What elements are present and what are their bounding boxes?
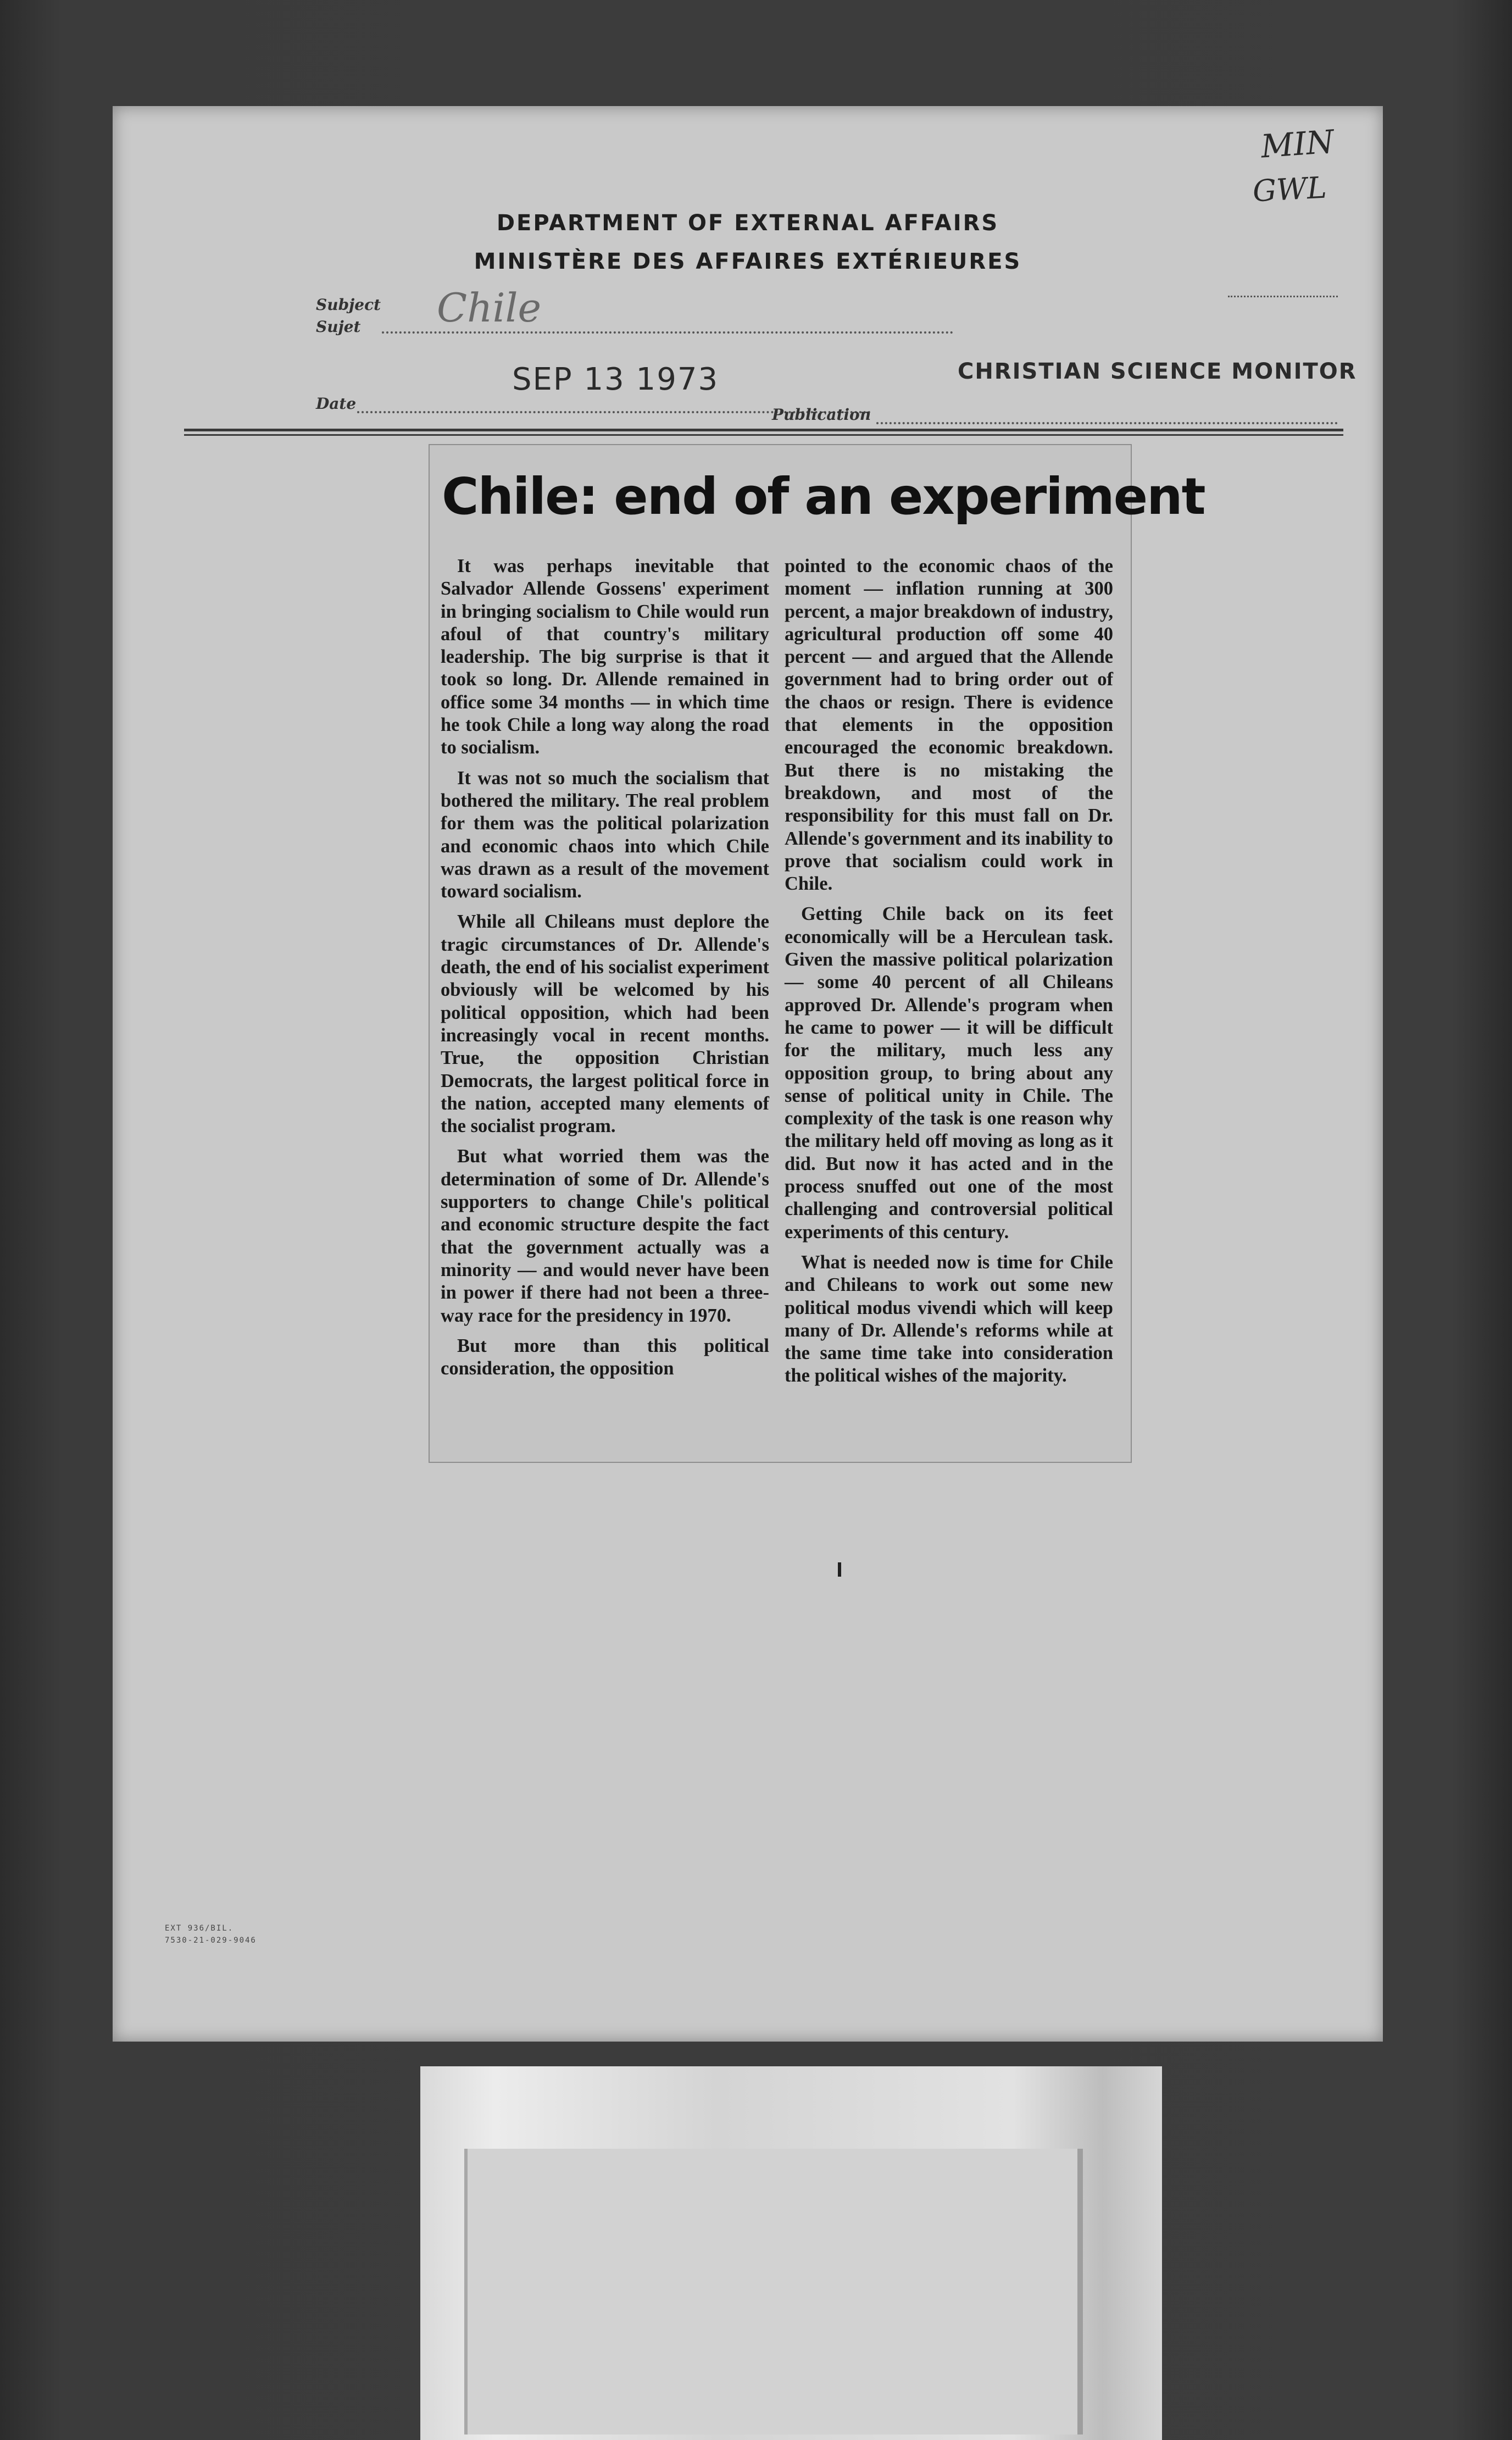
article-paragraph: But more than this political consideration, the opposition bbox=[441, 1335, 769, 1379]
handwritten-routing-note-2: GWL bbox=[1252, 170, 1328, 209]
article-paragraph: pointed to the economic chaos of the moment — inflation running at 300 percent, a major breakdown of industry, agricultural production off some 40 percent — and argued that the Allende government had to bring order out of the chaos or resign. There is evidence that elements in the opposition encouraged the economic breakdown. But there is no mistaking the breakdown, and most of the responsibility for this must fall on Dr. Allende's government and its inability to prove that socialism could work in Chile. bbox=[785, 556, 1113, 895]
publication-value: CHRISTIAN SCIENCE MONITOR bbox=[958, 359, 1357, 384]
department-header-fr: MINISTÈRE DES AFFAIRES EXTÉRIEURES bbox=[474, 249, 1022, 274]
subject-dotted-line bbox=[382, 331, 953, 334]
next-frame-card bbox=[420, 2066, 1162, 2440]
clipping-form-sheet bbox=[113, 106, 1383, 2042]
article-paragraph: Getting Chile back on its feet economically will be a Herculean task. Given the massive political polarization — some 40 percent of all Chileans approved Dr. Allende's program when he came to power — it will be difficult for the military, much less any opposition group, to bring about any sense of political unity in Chile. The complexity of the task is one reason why the military held off moving as long as it did. But now it has acted and in the process snuffed out one of the most challenging and controversial political experiments of this century. bbox=[785, 903, 1113, 1243]
article-paragraph: While all Chileans must deplore the tragic circumstances of Dr. Allende's death, the end of his socialist experiment obviously will be welcomed by his political opposition, which had been increasingly vocal in recent months. True, the opposition Christian Democrats, the largest political force in the nation, accepted many elements of the socialist program. bbox=[441, 911, 769, 1137]
form-code bbox=[165, 1922, 257, 1947]
date-label: Date bbox=[316, 395, 357, 413]
form-top-rule bbox=[184, 429, 1343, 431]
form-top-rule-secondary bbox=[184, 434, 1343, 436]
article-paragraph: But what worried them was the determination of some of Dr. Allende's supporters to change Chile's political and economic structure despite the fact that the government actually was a minority — and would never have been in power if there had not been a three-way race for the presidency in 1970. bbox=[441, 1146, 769, 1326]
article-column-1 bbox=[441, 555, 769, 1388]
film-speck bbox=[838, 1562, 841, 1577]
article-paragraph: It was not so much the socialism that bothered the military. The real problem for them was the political polarization and economic chaos into which Chile was drawn as a result of the movement toward socialism. bbox=[441, 767, 769, 902]
date-stamp: SEP 13 1973 bbox=[512, 362, 719, 397]
form-code-line-1: EXT 936/BIL. bbox=[165, 1924, 234, 1933]
article-paragraph: What is needed now is time for Chile and Chileans to work out some new political modus vivendi which will keep many of Dr. Allende's reforms while at the same time take into consideration the political wishes of the majority. bbox=[785, 1251, 1113, 1387]
form-code-line-2: 7530-21-029-9046 bbox=[165, 1936, 257, 1945]
article-paragraph: It was perhaps inevitable that Salvador Allende Gossens' experiment in bringing socialism to Chile would run afoul of that country's military leadership. The big surprise is that it took so long. Dr. Allende remained in office some 34 months — in which time he took Chile a long way along the road to socialism. bbox=[441, 556, 769, 758]
handwritten-routing-note-1: MIN bbox=[1259, 123, 1336, 165]
newspaper-clipping bbox=[429, 444, 1205, 1463]
article-headline: Chile: end of an experiment bbox=[442, 467, 1205, 526]
publication-dotted-line bbox=[876, 422, 1338, 424]
subject-label-en: Subject bbox=[316, 296, 381, 314]
publication-label: Publication bbox=[772, 406, 871, 424]
department-header-en: DEPARTMENT OF EXTERNAL AFFAIRS bbox=[496, 210, 999, 236]
next-frame-card-inner bbox=[464, 2149, 1083, 2435]
article-column-2 bbox=[785, 555, 1113, 1395]
subject-value: Chile bbox=[437, 285, 542, 331]
routing-dotted-line bbox=[1228, 296, 1338, 297]
subject-label-fr: Sujet bbox=[316, 318, 361, 336]
